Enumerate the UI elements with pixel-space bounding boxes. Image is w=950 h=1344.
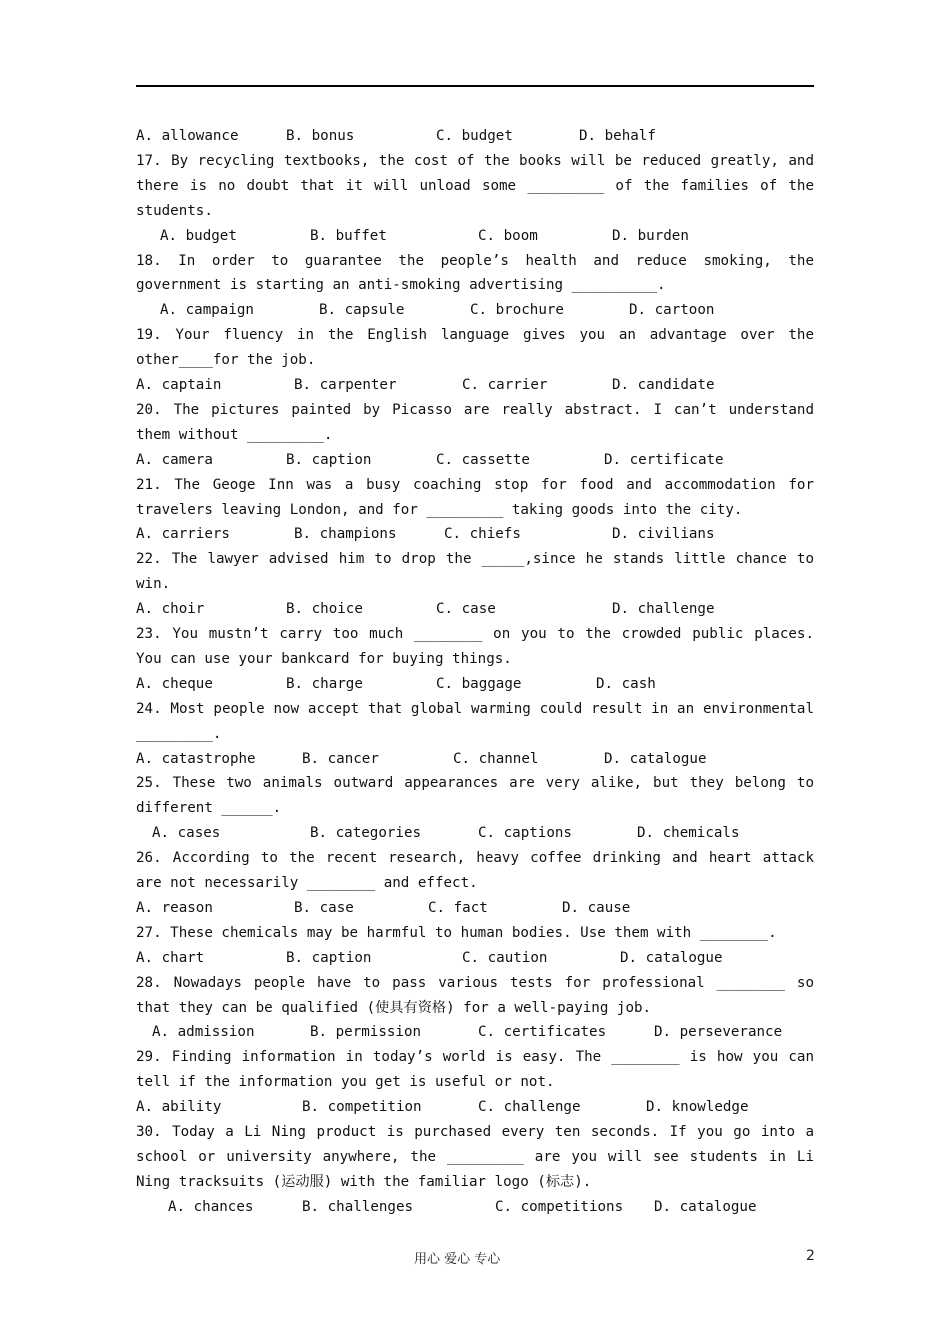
answer-option: C. competitions xyxy=(495,1198,624,1215)
answer-option: A. captain xyxy=(136,377,222,394)
answer-option: D. burden xyxy=(612,227,689,244)
answer-option: B. choice xyxy=(286,601,363,618)
answer-option: D. cartoon xyxy=(629,302,715,319)
answer-option: A. admission xyxy=(152,1024,255,1041)
answer-options xyxy=(136,1020,814,1045)
answer-option: A. cases xyxy=(152,825,221,842)
question-stem: 26. According to the recent research, heavy coffee drinking and heart attack are not necessarily ________ and effect. xyxy=(136,850,814,892)
answer-option: D. challenge xyxy=(612,601,715,618)
answer-option: C. captions xyxy=(478,825,572,842)
question-item xyxy=(136,771,814,846)
answer-option: D. cause xyxy=(562,899,631,916)
question-stem: 24. Most people now accept that global warming could result in an environmental _________. xyxy=(136,700,814,742)
question-stem: 23. You mustn’t carry too much ________ on you to the crowded public places. You can use your bankcard for buying things. xyxy=(136,626,814,667)
answer-option: B. challenges xyxy=(302,1198,414,1215)
answer-option: D. candidate xyxy=(612,377,715,394)
answer-option: C. fact xyxy=(428,899,488,916)
question-stem: 19. Your fluency in the English language gives you an advantage over the other____for the job. xyxy=(136,327,814,369)
answer-option: D. civilians xyxy=(612,526,715,543)
answer-option: C. channel xyxy=(453,750,539,767)
answer-option: A. camera xyxy=(136,451,213,468)
question-stem: 20. The pictures painted by Picasso are really abstract. I can’t understand them without _________. xyxy=(136,401,814,443)
question-item xyxy=(136,547,814,622)
answer-option: D. catalogue xyxy=(654,1198,757,1215)
question-item xyxy=(136,622,814,697)
answer-option: A. campaign xyxy=(160,302,254,319)
header-rule xyxy=(136,85,814,87)
answer-options xyxy=(136,298,814,323)
question-item xyxy=(136,398,814,473)
footer-motto: 用心 爱心 专心 xyxy=(414,1252,501,1267)
answer-options xyxy=(136,124,814,149)
page-number: 2 xyxy=(806,1248,815,1264)
answer-option: A. choir xyxy=(136,601,205,618)
question-item xyxy=(136,323,814,398)
question-stem: 30. Today a Li Ning product is purchased every ten seconds. If you go into a school or university anywhere, the _________ are you will see students in Li Ning tracksuits (运动服) with the familiar logo (标志). xyxy=(136,1124,814,1190)
answer-option: B. buffet xyxy=(310,227,387,244)
answer-option: A. carriers xyxy=(136,526,230,543)
question-stem: 17. By recycling textbooks, the cost of the books will be reduced greatly, and there is no doubt that it will unload some _________ of the families of the students. xyxy=(136,152,814,219)
answer-option: A. allowance xyxy=(136,128,239,144)
answer-option: C. baggage xyxy=(436,675,522,692)
answer-option: B. caption xyxy=(286,949,372,966)
answer-options xyxy=(136,672,814,697)
question-stem: 27. These chemicals may be harmful to human bodies. Use them with ________. xyxy=(136,924,777,941)
answer-option: B. champions xyxy=(294,526,397,543)
question-item xyxy=(136,1045,814,1120)
question-item xyxy=(136,846,814,921)
answer-options xyxy=(136,448,814,473)
answer-option: A. cheque xyxy=(136,675,213,692)
answer-option: D. chemicals xyxy=(637,825,740,842)
question-stem: 29. Finding information in today’s world is easy. The ________ is how you can tell if the information you get is useful or not. xyxy=(136,1049,814,1091)
answer-options xyxy=(136,1195,814,1220)
answer-option: C. case xyxy=(436,601,496,618)
answer-option: C. caution xyxy=(462,949,548,966)
answer-options xyxy=(136,747,814,772)
answer-options xyxy=(136,522,814,547)
question-stem: 25. These two animals outward appearances are very alike, but they belong to different ______. xyxy=(136,775,814,817)
answer-option: D. certificate xyxy=(604,451,724,468)
answer-option: C. chiefs xyxy=(444,526,521,543)
question-list xyxy=(136,124,814,1220)
answer-option: B. case xyxy=(294,899,354,916)
answer-option: D. catalogue xyxy=(604,750,707,767)
answer-option: C. boom xyxy=(478,227,538,244)
question-item xyxy=(136,921,814,971)
answer-option: B. categories xyxy=(310,825,422,842)
question-item xyxy=(136,473,814,548)
answer-option: B. capsule xyxy=(319,302,405,319)
question-stem: 18. In order to guarantee the people’s health and reduce smoking, the government is starting an anti-smoking advertising __________. xyxy=(136,252,814,294)
answer-option: B. bonus xyxy=(286,128,355,144)
answer-option: A. chances xyxy=(168,1198,254,1215)
answer-option: B. permission xyxy=(310,1024,422,1041)
question-item xyxy=(136,1120,814,1220)
question-item xyxy=(136,971,814,1046)
answer-option: D. catalogue xyxy=(620,949,723,966)
question-stem: 21. The Geoge Inn was a busy coaching stop for food and accommodation for travelers leaving London, and for _________ taking goods into the city. xyxy=(136,476,814,518)
question-stem: 22. The lawyer advised him to drop the _____,since he stands little chance to win. xyxy=(136,551,814,593)
answer-option: C. carrier xyxy=(462,377,548,394)
question-stem: 28. Nowadays people have to pass various tests for professional ________ so that they can be qualified (使具有资格) for a well-paying job. xyxy=(136,974,814,1016)
answer-option: A. ability xyxy=(136,1099,222,1116)
answer-option: C. certificates xyxy=(478,1024,607,1041)
answer-options xyxy=(136,597,814,622)
answer-options xyxy=(136,373,814,398)
answer-options xyxy=(136,224,814,249)
answer-option: C. budget xyxy=(436,128,513,144)
answer-option: D. cash xyxy=(596,675,656,692)
answer-options xyxy=(136,1095,814,1120)
answer-option: C. brochure xyxy=(470,302,564,319)
answer-option: B. caption xyxy=(286,451,372,468)
answer-option: C. cassette xyxy=(436,451,530,468)
answer-option: B. competition xyxy=(302,1099,422,1116)
page-footer xyxy=(0,1248,950,1268)
answer-options xyxy=(136,896,814,921)
answer-option: A. catastrophe xyxy=(136,750,256,767)
answer-option: A. budget xyxy=(160,227,237,244)
answer-option: D. knowledge xyxy=(646,1099,749,1116)
answer-option: A. chart xyxy=(136,949,205,966)
answer-option: B. cancer xyxy=(302,750,379,767)
answer-options xyxy=(136,821,814,846)
question-item xyxy=(136,249,814,324)
answer-option: A. reason xyxy=(136,899,213,916)
answer-option: D. behalf xyxy=(579,128,656,144)
answer-option: B. charge xyxy=(286,675,363,692)
answer-option: D. perseverance xyxy=(654,1024,783,1041)
answer-options xyxy=(136,946,814,971)
question-item xyxy=(136,697,814,772)
question-item xyxy=(136,149,814,249)
question-item xyxy=(136,124,814,149)
answer-option: B. carpenter xyxy=(294,377,397,394)
answer-option: C. challenge xyxy=(478,1099,581,1116)
